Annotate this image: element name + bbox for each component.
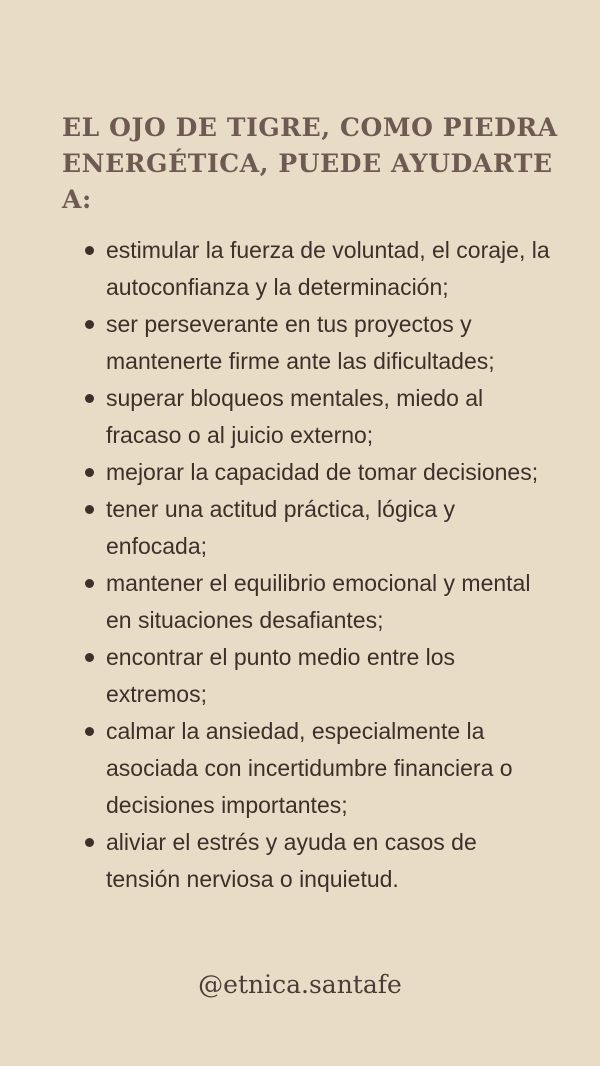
bullet-icon bbox=[85, 727, 94, 736]
bullet-icon bbox=[85, 320, 94, 329]
list-item bbox=[82, 232, 552, 306]
list-item-text: superar bloqueos mentales, miedo al fracaso o al juicio externo; bbox=[106, 385, 484, 448]
bullet-icon bbox=[85, 246, 94, 255]
bullet-icon bbox=[85, 394, 94, 403]
page-title: EL OJO DE TIGRE, COMO PIEDRA ENERGÉTICA, PUEDE AYUDARTE A: bbox=[62, 113, 558, 214]
list-item bbox=[82, 306, 552, 380]
bullet-icon bbox=[85, 653, 94, 662]
list-item-text: mejorar la capacidad de tomar decisiones; bbox=[106, 459, 539, 485]
list-item-text: mantener el equilibrio emocional y mental en situaciones desafiantes; bbox=[106, 570, 531, 633]
list-item bbox=[82, 713, 552, 824]
list-item bbox=[82, 824, 552, 898]
list-item-text: ser perseverante en tus proyectos y mantenerte firme ante las dificultades; bbox=[106, 311, 495, 374]
list-item-text: estimular la fuerza de voluntad, el coraje, la autoconfianza y la determinación; bbox=[106, 237, 550, 300]
list-item-text: calmar la ansiedad, especialmente la asociada con incertidumbre financiera o decisiones importantes; bbox=[106, 718, 513, 818]
benefits-list bbox=[82, 232, 552, 898]
list-item bbox=[82, 565, 552, 639]
list-item bbox=[82, 380, 552, 454]
list-item bbox=[82, 639, 552, 713]
list-item-text: tener una actitud práctica, lógica y enfocada; bbox=[106, 496, 456, 559]
bullet-icon bbox=[85, 468, 94, 477]
list-item-text: encontrar el punto medio entre los extremos; bbox=[106, 644, 456, 707]
bullet-icon bbox=[85, 838, 94, 847]
bullet-icon bbox=[85, 579, 94, 588]
list-item-text: aliviar el estrés y ayuda en casos de tensión nerviosa o inquietud. bbox=[106, 829, 477, 892]
bullet-icon bbox=[85, 505, 94, 514]
list-item bbox=[82, 491, 552, 565]
social-handle: @etnica.santafe bbox=[198, 970, 402, 999]
list-item bbox=[82, 454, 552, 491]
